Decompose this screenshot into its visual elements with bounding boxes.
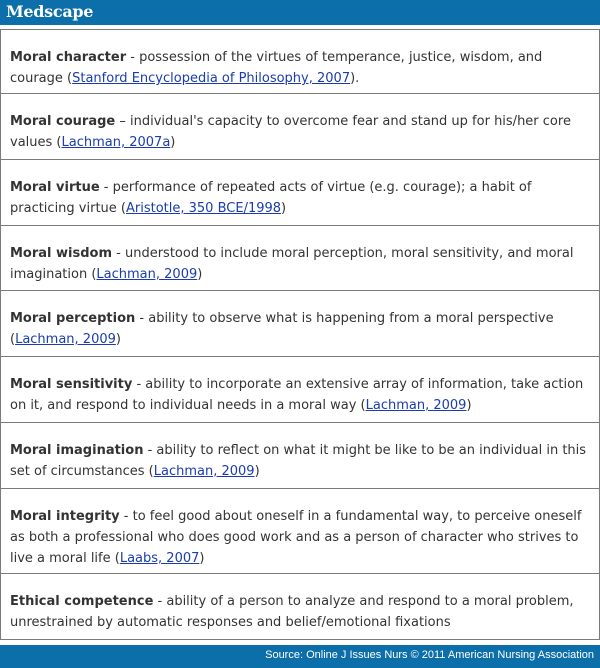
row-tail: ) [199,551,205,566]
table-row [1,356,599,422]
table-row [1,225,599,290]
row-tail: ). [350,71,360,86]
citation-link[interactable]: Laabs, 2007 [119,551,200,566]
row-tail: ) [466,398,472,413]
row-tail: ) [281,201,287,216]
row-definition: - ability to incorporate an extensive array of information, take action on it, and respond to individual needs in a moral way ( [10,377,584,413]
table-row [1,93,599,159]
table-row [1,573,599,640]
row-definition: - understood to include moral perception, moral sensitivity, and moral imagination ( [10,246,574,282]
row-definition: - to feel good about oneself in a fundamental way, to perceive oneself as both a professional who does good work and as a person of character who strives to live a moral life ( [10,509,582,566]
source-credit: Source: Online J Issues Nurs © 2011 American Nursing Association [265,649,594,661]
table-row [1,488,599,573]
row-tail: ) [170,135,176,150]
citation-link[interactable]: Lachman, 2009 [15,332,116,347]
citation-link[interactable]: Lachman, 2009 [153,464,255,479]
medscape-logo: Medscape [6,2,94,21]
definitions-table [0,29,600,640]
row-term: Ethical competence [10,594,154,609]
citation-link[interactable]: Aristotle, 350 BCE/1998 [126,201,282,216]
row-term: Moral wisdom [10,246,113,261]
row-definition: – individual's capacity to overcome fear and stand up for his/her core values ( [10,114,571,150]
table-row [1,290,599,356]
footer-bar [0,645,600,668]
row-term: Moral sensitivity [10,377,133,392]
row-term: Moral integrity [10,509,120,524]
table-row [1,422,599,488]
table-row [1,29,599,93]
header-bar [0,0,600,25]
citation-link[interactable]: Lachman, 2007a [61,135,171,150]
row-definition: - ability of a person to analyze and respond to a moral problem, unrestrained by automatic responses and belief/emotional fixations [10,594,574,630]
row-definition: - ability to reflect on what it might be like to be an individual in this set of circumstances ( [10,443,587,479]
row-term: Moral virtue [10,180,100,195]
citation-link[interactable]: Stanford Encyclopedia of Philosophy, 2007 [72,71,351,86]
row-term: Moral courage [10,114,116,129]
table-row [1,159,599,225]
row-term: Moral perception [10,311,136,326]
row-tail: ) [254,464,260,479]
row-definition: - possession of the virtues of temperance, justice, wisdom, and courage ( [10,50,543,86]
row-tail: ) [115,332,121,347]
row-tail: ) [197,267,203,282]
row-definition: - performance of repeated acts of virtue (e.g. courage); a habit of practicing virtue ( [10,180,532,216]
citation-link[interactable]: Lachman, 2009 [365,398,467,413]
row-term: Moral imagination [10,443,144,458]
row-term: Moral character [10,50,127,65]
row-definition: - ability to observe what is happening from a moral perspective ( [10,311,554,347]
citation-link[interactable]: Lachman, 2009 [96,267,198,282]
